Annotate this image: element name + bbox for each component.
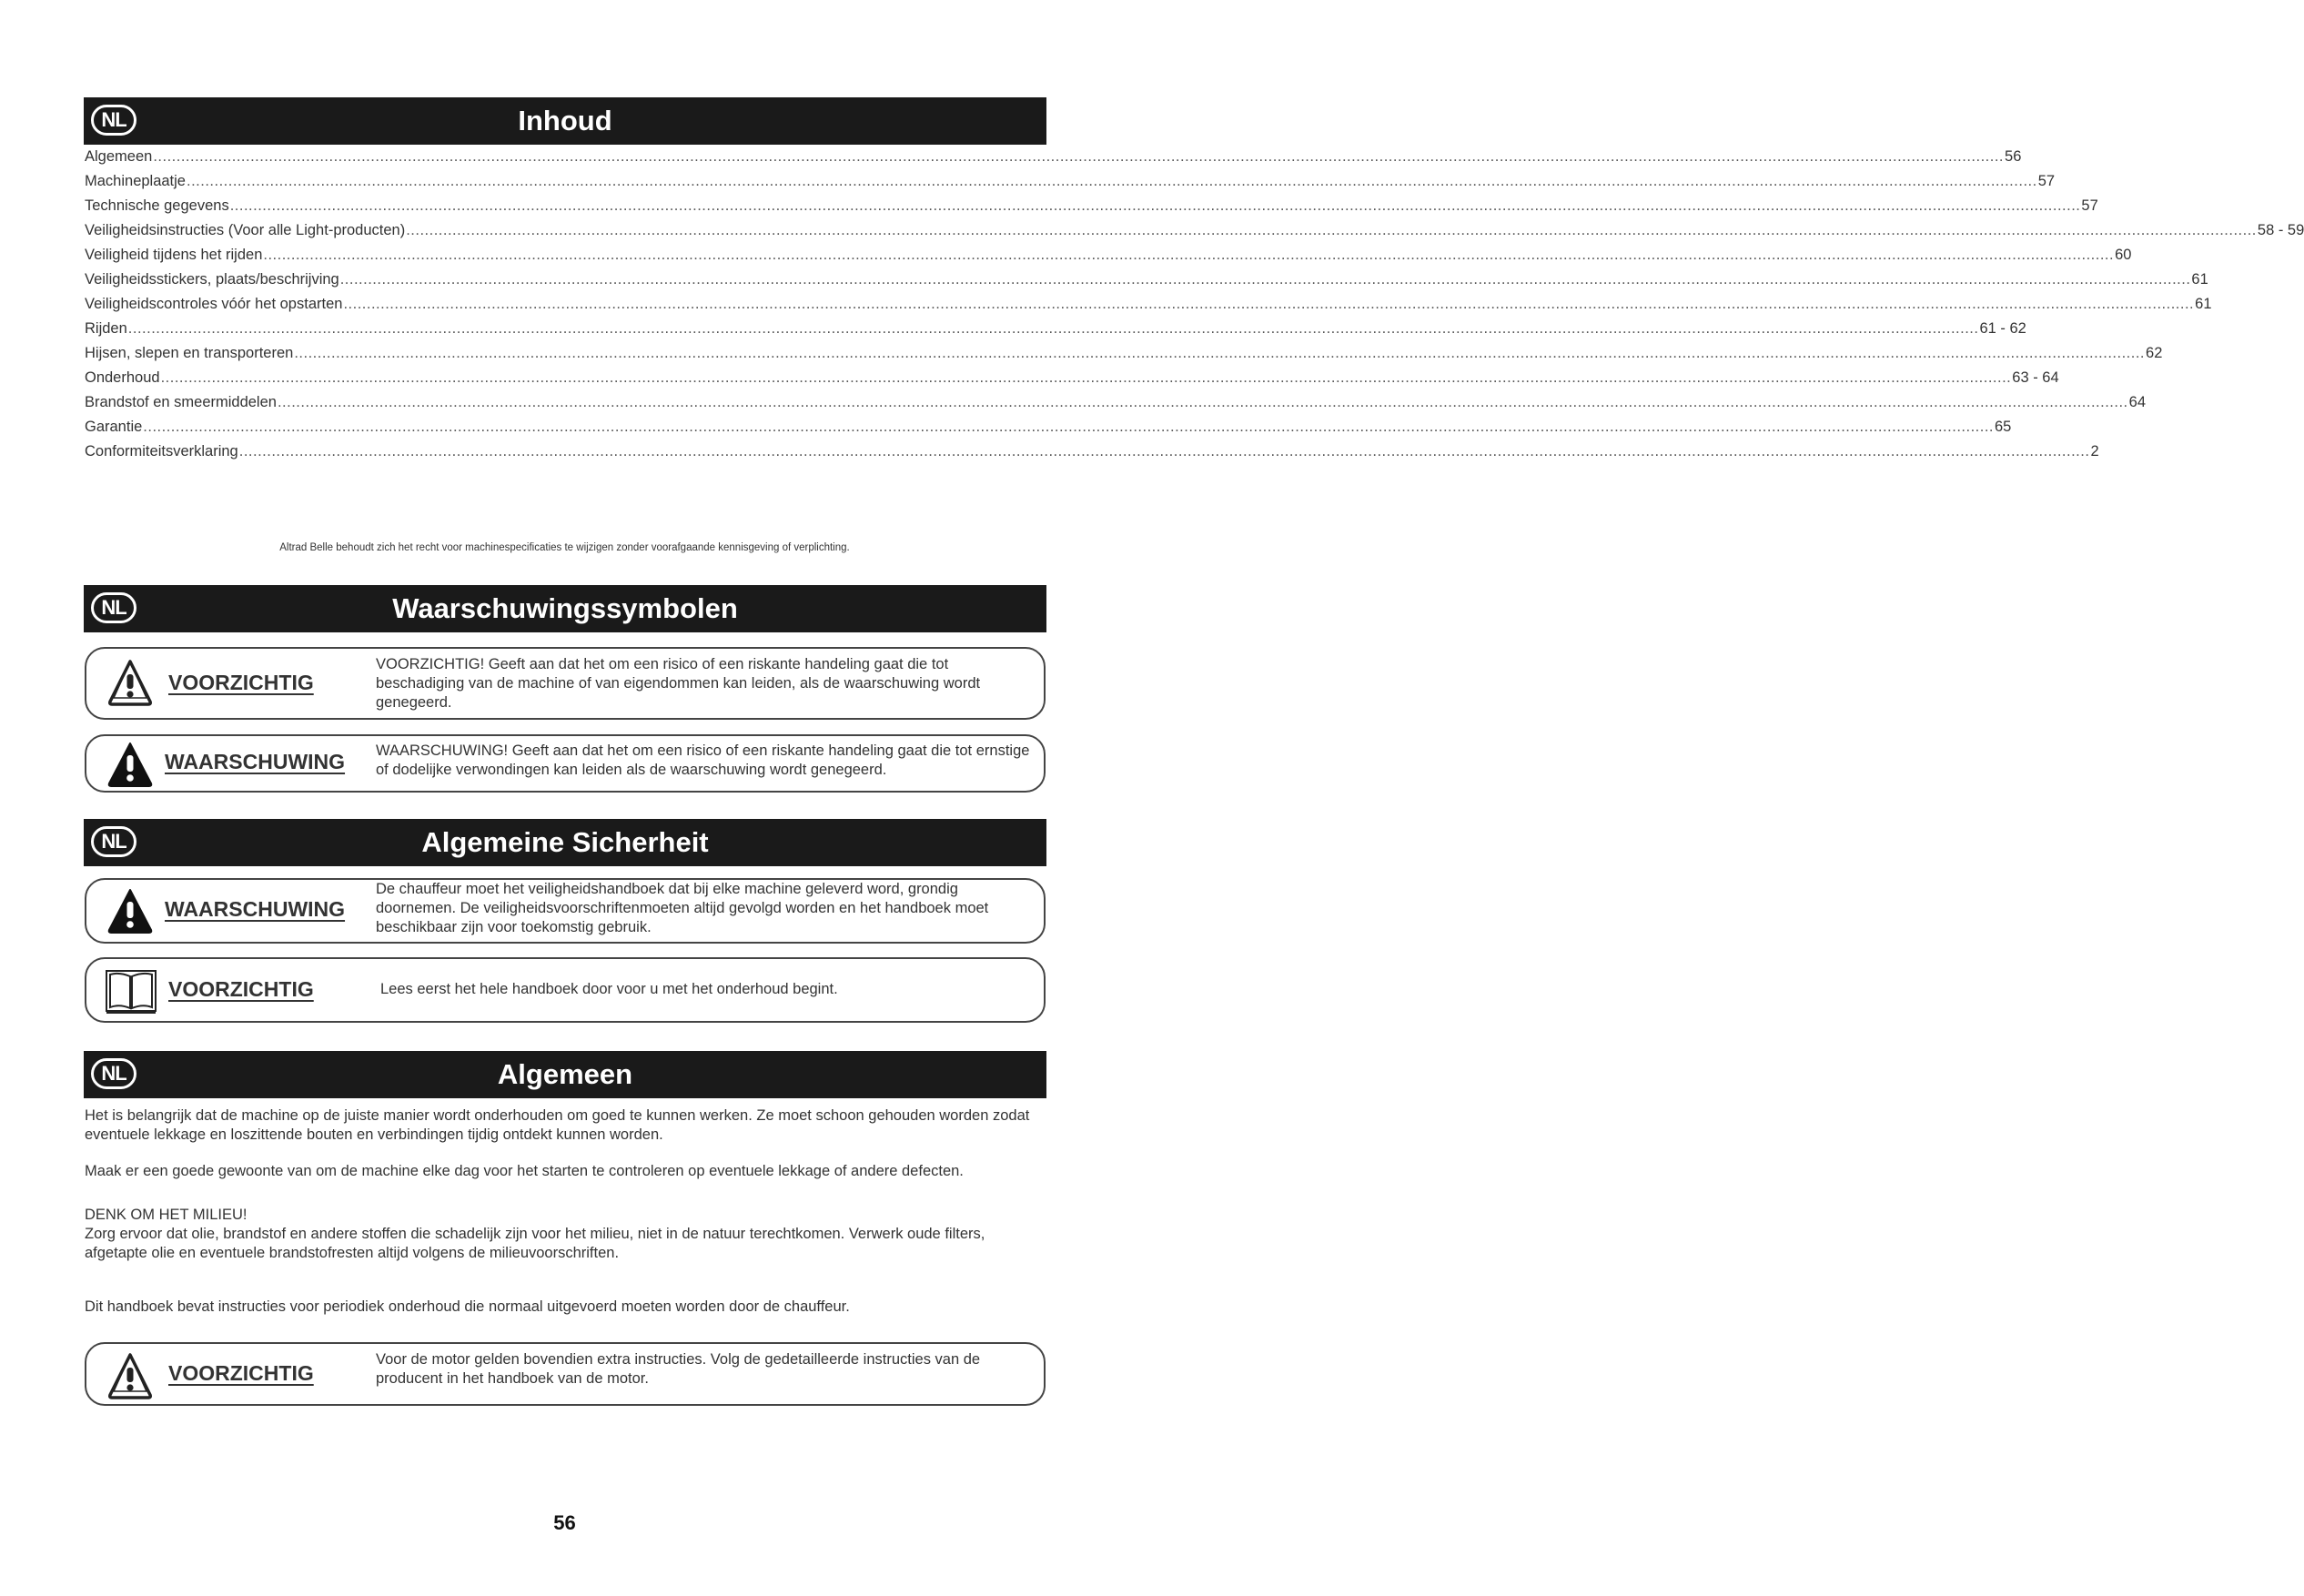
warning-triangle-icon: [106, 741, 154, 788]
toc-title: Brandstof en smeermiddelen: [85, 394, 277, 410]
nl-language-badge: NL: [91, 826, 136, 857]
warning-box: [85, 734, 1046, 793]
caution-triangle-icon: [106, 1351, 154, 1400]
toc-leader: ................................................................................................................................................................................................................................................................................................................................................................................................................: [343, 296, 2195, 312]
toc-title: Garantie: [85, 419, 143, 435]
toc-page: 64: [2128, 394, 2147, 410]
toc-page: 61 - 62: [1979, 320, 2026, 337]
section-header-algemeen: [84, 1051, 1046, 1098]
toc-entry: [85, 419, 2012, 443]
toc-entry: [85, 173, 2056, 197]
toc-entry: [85, 148, 2022, 173]
toc-title: Rijden: [85, 320, 127, 337]
toc-page: 60: [2115, 247, 2132, 263]
toc-page: 57: [2037, 173, 2056, 189]
toc-title: Veiligheidscontroles vóór het opstarten: [85, 296, 343, 312]
toc-page: 57: [2081, 197, 2098, 214]
safety-caution-box: [85, 957, 1046, 1023]
warning-text: De chauffeur moet het veiligheidshandboek dat bij elke machine geleverd word, grondig doornemen. De veiligheidsvoorschriftenmoeten altijd gevolgd worden en het handboek moet beschikbaar zijn voor toekomstig gebruik.: [376, 881, 989, 935]
nl-language-badge: NL: [91, 105, 136, 136]
toc-entry: [85, 247, 2132, 271]
caution-label: VOORZICHTIG: [168, 671, 314, 694]
toc-title: Hijsen, slepen en transporteren: [85, 345, 294, 361]
caution-triangle-icon: [106, 658, 154, 707]
toc-page: 61: [2195, 296, 2212, 312]
engine-caution-box: [85, 1342, 1046, 1406]
toc-page: 63 - 64: [2012, 369, 2059, 386]
toc-entry: [85, 394, 2147, 419]
caution-box: [85, 647, 1046, 720]
section-header-sicherheit: [84, 819, 1046, 866]
toc-title: Machineplaatje: [85, 173, 186, 189]
toc-page: 62: [2146, 345, 2163, 361]
toc-title: Veiligheidsinstructies (Voor alle Light-producten): [85, 222, 406, 238]
caution-text: VOORZICHTIG! Geeft aan dat het om een risico of een riskante handeling gaat die tot beschadiging van de machine of van eigendommen kan leiden, als de waarschuwing wordt genegeerd.: [376, 656, 981, 711]
toc-leader: ................................................................................................................................................................................................................................................................................................................................................................................................................: [229, 197, 2081, 214]
section-header-waarschuwingssymbolen: [84, 585, 1046, 632]
toc-entry: [85, 320, 2026, 345]
nl-language-badge: NL: [91, 592, 136, 623]
toc-leader: ................................................................................................................................................................................................................................................................................................................................................................................................................: [406, 222, 2257, 238]
general-paragraph-manual: Dit handboek bevat instructies voor periodiek onderhoud die normaal uitgevoerd moeten worden door de chauffeur.: [85, 1298, 850, 1315]
toc-entry: [85, 271, 2208, 296]
safety-warning-box: [85, 878, 1046, 944]
toc-title: Conformiteitsverklaring: [85, 443, 238, 460]
section-title: Algemeen: [497, 1058, 633, 1090]
toc-leader: ................................................................................................................................................................................................................................................................................................................................................................................................................: [238, 443, 2090, 460]
section-header-inhoud: [84, 97, 1046, 145]
toc-entry: [85, 296, 2212, 320]
toc-title: Veiligheidsstickers, plaats/beschrijving: [85, 271, 339, 288]
warning-text: WAARSCHUWING! Geeft aan dat het om een risico of een riskante handeling gaat die tot ernstige of dodelijke verwondingen kan leiden als de waarschuwing wordt genegeerd.: [376, 742, 1030, 778]
toc-leader: ................................................................................................................................................................................................................................................................................................................................................................................................................: [153, 148, 2005, 165]
toc-page: 2: [2090, 443, 2099, 460]
environment-line: afgetapte olie en eventuele brandstofresten altijd volgens de milieuvoorschriften.: [85, 1245, 620, 1261]
toc-entry: [85, 345, 2163, 369]
toc-leader: ................................................................................................................................................................................................................................................................................................................................................................................................................: [294, 345, 2146, 361]
warning-label: WAARSCHUWING: [165, 750, 346, 773]
environment-line: Zorg ervoor dat olie, brandstof en andere stoffen die schadelijk zijn voor het milieu, niet in de natuur terechtkomen. Verwerk oude filters,: [85, 1226, 985, 1242]
caution-text: Lees eerst het hele handboek door voor u met het onderhoud begint.: [380, 981, 838, 997]
general-paragraph-environment: [85, 1206, 1040, 1263]
toc-title: Veiligheid tijdens het rijden: [85, 247, 263, 263]
caution-text: Voor de motor gelden bovendien extra instructies. Volg de gedetailleerde instructies van de producent in het handboek van de motor.: [376, 1351, 981, 1387]
toc-leader: ................................................................................................................................................................................................................................................................................................................................................................................................................: [143, 419, 1994, 435]
toc-leader: ................................................................................................................................................................................................................................................................................................................................................................................................................: [339, 271, 2191, 288]
environment-heading: DENK OM HET MILIEU!: [85, 1207, 248, 1223]
toc-entry: [85, 443, 2099, 468]
page-number: 56: [553, 1511, 576, 1534]
toc-leader: ................................................................................................................................................................................................................................................................................................................................................................................................................: [263, 247, 2115, 263]
section-title: Inhoud: [518, 105, 612, 136]
warning-label: WAARSCHUWING: [165, 897, 346, 921]
toc-entry: [85, 222, 2304, 247]
toc-leader: ................................................................................................................................................................................................................................................................................................................................................................................................................: [127, 320, 1979, 337]
warning-triangle-icon: [106, 887, 154, 934]
toc-leader: ................................................................................................................................................................................................................................................................................................................................................................................................................: [187, 173, 2037, 189]
caution-label: VOORZICHTIG: [168, 1361, 314, 1385]
toc-entry: [85, 369, 2059, 394]
toc-page: 65: [1995, 419, 2012, 435]
book-manual-icon: [103, 967, 159, 1016]
section-title: Waarschuwingssymbolen: [392, 592, 738, 624]
toc-entry: [85, 197, 2098, 222]
toc-title: Technische gegevens: [85, 197, 229, 214]
toc-title: Onderhoud: [85, 369, 160, 386]
toc-title: Algemeen: [85, 148, 153, 165]
table-of-contents: [85, 148, 2304, 468]
nl-language-badge: NL: [91, 1058, 136, 1089]
toc-leader: ................................................................................................................................................................................................................................................................................................................................................................................................................: [160, 369, 2012, 386]
toc-page: 56: [2005, 148, 2022, 165]
toc-page: 58 - 59: [2257, 222, 2304, 238]
general-paragraph-daily-check: Maak er een goede gewoonte van om de machine elke dag voor het starten te controleren op eventuele lekkage of andere defecten.: [85, 1163, 964, 1179]
disclaimer: Altrad Belle behoudt zich het recht voor machinespecificaties te wijzigen zonder voorafgaande kennisgeving of verplichting.: [279, 542, 850, 553]
general-paragraph-maintenance: Het is belangrijk dat de machine op de juiste manier wordt onderhouden om goed te kunnen werken. Ze moet schoon gehouden worden zodat eventuele lekkage en loszittende bouten en verbindingen tijdig ontdekt kunnen worden.: [85, 1107, 1030, 1143]
toc-leader: ................................................................................................................................................................................................................................................................................................................................................................................................................: [277, 394, 2128, 410]
section-title: Algemeine Sicherheit: [421, 826, 709, 858]
caution-label: VOORZICHTIG: [168, 977, 314, 1001]
toc-page: 61: [2191, 271, 2208, 288]
